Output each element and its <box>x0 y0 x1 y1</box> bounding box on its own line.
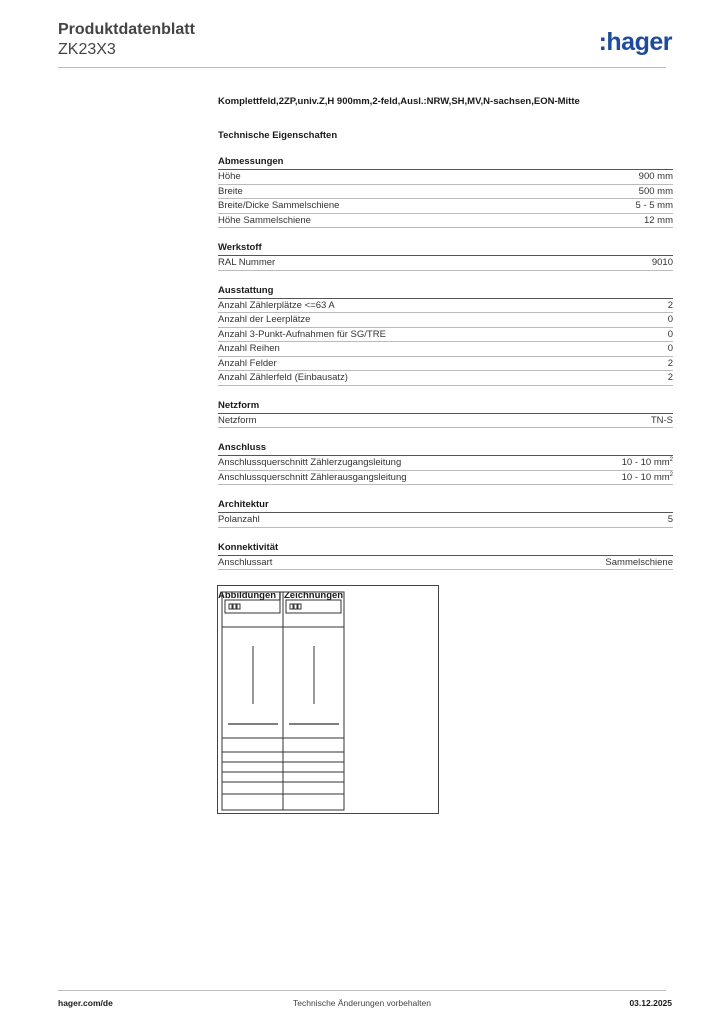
property-row <box>218 170 673 185</box>
property-label: Breite <box>218 185 243 197</box>
property-value: 0 <box>667 343 673 354</box>
property-group <box>218 499 673 528</box>
property-groups <box>218 156 673 570</box>
product-drawing <box>217 585 439 814</box>
property-value: Sammelschiene <box>605 556 673 568</box>
property-group <box>218 242 673 271</box>
property-row <box>218 256 673 271</box>
document-title: Produktdatenblatt <box>58 21 195 38</box>
property-row <box>218 185 673 200</box>
property-value: 500 mm <box>638 185 673 197</box>
property-group-title: Netzform <box>218 400 673 414</box>
property-label: Anschlussquerschnitt Zählerausgangsleitung <box>218 471 407 483</box>
property-row <box>218 414 673 429</box>
property-row <box>218 328 673 343</box>
property-value: 900 mm <box>638 171 673 182</box>
property-value: 10 - 10 mm <box>621 457 670 468</box>
property-value: 9010 <box>651 257 673 268</box>
property-row <box>218 471 673 486</box>
property-label: Höhe Sammelschiene <box>218 214 311 226</box>
property-row <box>218 199 673 214</box>
document-header <box>58 20 195 60</box>
property-group-title: Anschluss <box>218 442 673 456</box>
property-value-cell <box>639 185 673 199</box>
property-label: Anzahl Zählerplätze <=63 A <box>218 299 335 311</box>
property-row <box>218 513 673 528</box>
property-value-cell <box>668 357 673 371</box>
product-code: ZK23X3 <box>58 41 116 58</box>
property-value-cell <box>605 556 673 570</box>
property-label: Polanzahl <box>218 514 260 525</box>
figures-title: Abbildungen | Zeichnungen <box>218 590 344 601</box>
property-row <box>218 357 673 372</box>
footer-website-link[interactable]: hager.com/de <box>58 998 113 1008</box>
property-group <box>218 156 673 228</box>
property-group <box>218 442 673 485</box>
unit-superscript: 2 <box>669 471 673 478</box>
property-row <box>218 313 673 328</box>
logo-text: hager <box>606 28 672 56</box>
property-value: 5 - 5 mm <box>635 200 673 211</box>
property-value-cell <box>622 471 673 485</box>
property-row <box>218 371 673 386</box>
property-value: 0 <box>667 328 673 340</box>
property-value: 2 <box>667 299 673 311</box>
footer-divider <box>58 990 666 991</box>
property-value-cell <box>622 456 673 470</box>
property-value: 0 <box>667 314 673 325</box>
property-label: RAL Nummer <box>218 257 276 268</box>
footer-date: 03.12.2025 <box>629 998 672 1008</box>
property-value-cell <box>651 414 673 428</box>
property-row <box>218 214 673 229</box>
header-divider <box>58 67 666 68</box>
property-label: Anzahl der Leerplätze <box>218 314 311 325</box>
property-label: Netzform <box>218 414 257 426</box>
footer-notice: Technische Änderungen vorbehalten <box>293 998 431 1008</box>
property-value-cell <box>668 513 673 527</box>
property-group <box>218 400 673 429</box>
property-value-cell <box>668 328 673 342</box>
unit-superscript: 2 <box>669 456 673 463</box>
property-label: Anzahl Felder <box>218 357 277 369</box>
property-label: Anzahl Zählerfeld (Einbausatz) <box>218 372 348 383</box>
property-value-cell <box>668 313 673 327</box>
main-content <box>218 96 673 602</box>
property-row <box>218 299 673 314</box>
property-label: Anschlussquerschnitt Zählerzugangsleitung <box>218 457 402 468</box>
property-group-title: Werkstoff <box>218 242 673 256</box>
property-value: 12 mm <box>643 214 673 226</box>
property-row <box>218 556 673 571</box>
property-value: 2 <box>667 357 673 369</box>
property-value: TN-S <box>650 414 673 426</box>
property-label: Breite/Dicke Sammelschiene <box>218 200 340 211</box>
property-row <box>218 342 673 357</box>
property-group-title: Ausstattung <box>218 285 673 299</box>
property-group-title: Abmessungen <box>218 156 673 170</box>
property-group-title: Konnektivität <box>218 542 673 556</box>
property-group-title: Architektur <box>218 499 673 513</box>
property-row <box>218 456 673 471</box>
property-value-cell <box>644 214 673 228</box>
meter-panel-drawing-icon <box>218 586 440 815</box>
property-value-cell <box>639 170 673 184</box>
product-description: Komplettfeld,2ZP,univ.Z,H 900mm,2-feld,Ausl.:NRW,SH,MV,N-sachsen,EON-Mitte <box>218 96 580 107</box>
technical-properties-title: Technische Eigenschaften <box>218 130 338 141</box>
property-label: Anzahl 3-Punkt-Aufnahmen für SG/TRE <box>218 328 386 340</box>
property-label: Anschlussart <box>218 556 273 568</box>
property-group <box>218 542 673 571</box>
property-group <box>218 285 673 386</box>
property-value: 10 - 10 mm <box>621 471 670 483</box>
property-label: Höhe <box>218 171 241 182</box>
property-value-cell <box>668 299 673 313</box>
property-value-cell <box>668 342 673 356</box>
property-value-cell <box>652 256 673 270</box>
property-value: 5 <box>667 514 673 525</box>
property-value-cell <box>636 199 673 213</box>
property-value: 2 <box>667 372 673 383</box>
hager-logo: :hager <box>598 28 672 56</box>
property-value-cell <box>668 371 673 385</box>
property-label: Anzahl Reihen <box>218 343 280 354</box>
